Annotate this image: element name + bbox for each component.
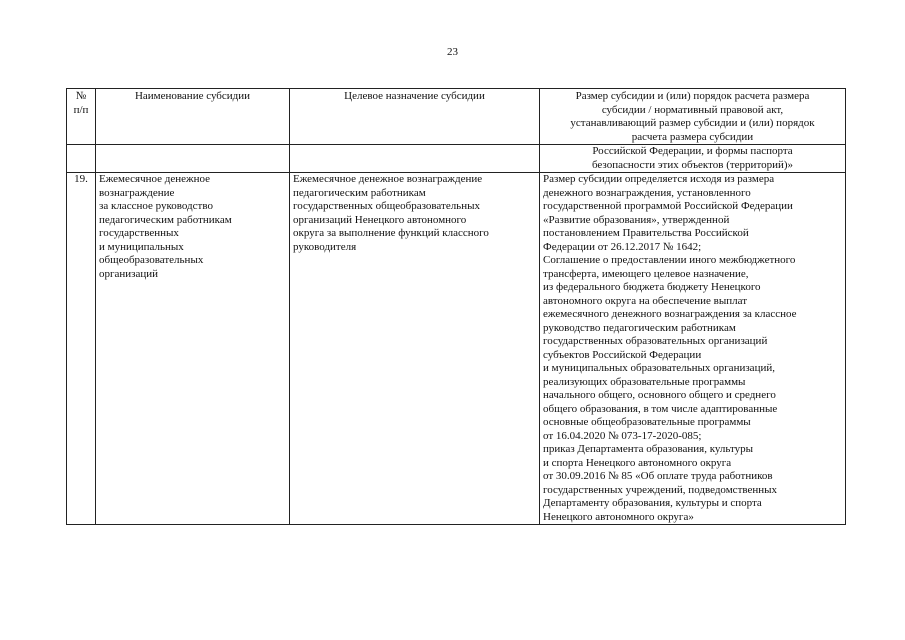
header-name: Наименование субсидии (96, 89, 290, 145)
row-number-cell: 19. (67, 173, 96, 525)
row-amount-cell: Размер субсидии определяется исходя из размера денежного вознаграждения, установленного государственной программой Российской Федерации «Развитие образования», утвержденной постановлением Правительства Российской Федерации от 26.12.2017 № 1642; Соглашение о предоставлении иного межбюджетного трансферта, имеющего целевое назначение, из федерального бюджета бюджету Ненецкого автономного округа на обеспечение выплат ежемесячного денежного вознаграждения за классное руководство педагогическим работникам государственных образовательных организаций субъектов Российской Федерации и муниципальных образовательных организаций, реализующих образовательные программы начального общего, основного общего и среднего общего образования, в том числе адаптированные основные общеобразовательные программы от 16.04.2020 № 073-17-2020-085; приказ Департамента образования, культуры и спорта Ненецкого автономного округа от 30.09.2016 № 85 «Об оплате труда работников государственных учреждений, подведомственных Департаменту образования, культуры и спорта Ненецкого автономного округа» (540, 173, 846, 525)
row-name-cell: Ежемесячное денежное вознаграждение за классное руководство педагогическим работникам государственных и муниципальных общеобразовательных организаций (96, 173, 290, 525)
row-purpose-cell (290, 145, 540, 173)
row-name-cell (96, 145, 290, 173)
row-amount-cell: Российской Федерации, и формы паспорта безопасности этих объектов (территорий)» (540, 145, 846, 173)
subsidy-table (66, 88, 846, 525)
table-header-row (67, 89, 846, 145)
table-row (67, 145, 846, 173)
header-amount: Размер субсидии и (или) порядок расчета размера субсидии / нормативный правовой акт, устанавливающий размер субсидии и (или) порядок расчета размера субсидии (540, 89, 846, 145)
row-number-cell (67, 145, 96, 173)
table-row (67, 173, 846, 525)
row-purpose-cell: Ежемесячное денежное вознаграждение педагогическим работникам государственных общеобразовательных организаций Ненецкого автономного округа за выполнение функций классного руководителя (290, 173, 540, 525)
header-number: № п/п (67, 89, 96, 145)
page-number: 23 (447, 46, 458, 58)
header-purpose: Целевое назначение субсидии (290, 89, 540, 145)
